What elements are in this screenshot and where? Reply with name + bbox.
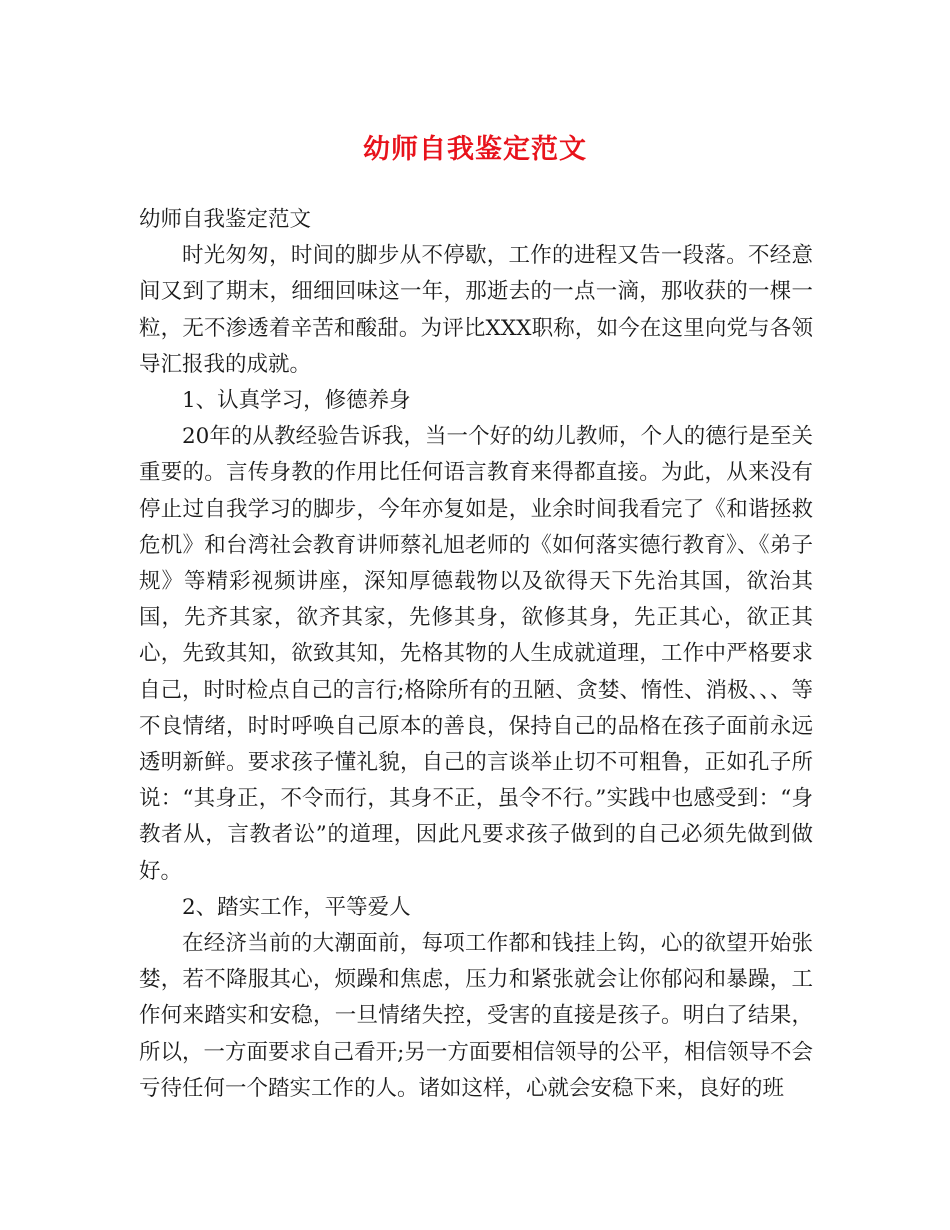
paragraph-section-1: 20年的从教经验告诉我，当一个好的幼儿教师，个人的德行是至关重要的。言传身教的作用比任何语言教育来得都直接。为此，从来没有停止过自我学习的脚步，今年亦复如是，业余时间我看完了《和谐拯救危机》和台湾社会教育讲师蔡礼旭老师的《如何落实德行教育》、《弟子规》等精彩视频讲座，深知厚德载物以及欲得天下先治其国，欲治其国，先齐其家，欲齐其家，先修其身，欲修其身，先正其心，欲正其心，先致其知，欲致其知，先格其物的人生成就道理，工作中严格要求自己，时时检点自己的言行;格除所有的丑陋、贪婪、惰性、消极、、、等不良情绪，时时呼唤自己原本的善良，保持自己的品格在孩子面前永远透明新鲜。要求孩子懂礼貌，自己的言谈举止切不可粗鲁，正如孔子所说：“其身正，不令而行，其身不正，虽令不行。”实践中也感受到：“身教者从，言教者讼”的道理，因此凡要求孩子做到的自己必须先做到做好。	[139, 424, 813, 884]
document-title: 幼师自我鉴定范文	[363, 134, 587, 165]
paragraph-heading: 幼师自我鉴定范文	[139, 207, 312, 232]
section-heading-2: 2、踏实工作，平等爱人	[182, 894, 411, 920]
document-body	[139, 202, 813, 1107]
section-heading-1: 1、认真学习，修德养身	[182, 388, 411, 414]
paragraph-section-2: 在经济当前的大潮面前，每项工作都和钱挂上钩，心的欲望开始张婪，若不降服其心，烦躁和焦虑，压力和紧张就会让你郁闷和暴躁，工作何来踏实和安稳，一旦情绪失控，受害的直接是孩子。明白了结果，所以，一方面要求自己看开;另一方面要相信领导的公平，相信领导不会亏待任何一个踏实工作的人。诸如这样，心就会安稳下来，良好的班	[139, 931, 813, 1101]
paragraph-intro: 时光匆匆，时间的脚步从不停歇，工作的进程又告一段落。不经意间又到了期末，细细回味这一年，那逝去的一点一滴，那收获的一棵一粒，无不渗透着辛苦和酸甜。为评比XXX职称，如今在这里向党与各领导汇报我的成就。	[139, 243, 813, 377]
